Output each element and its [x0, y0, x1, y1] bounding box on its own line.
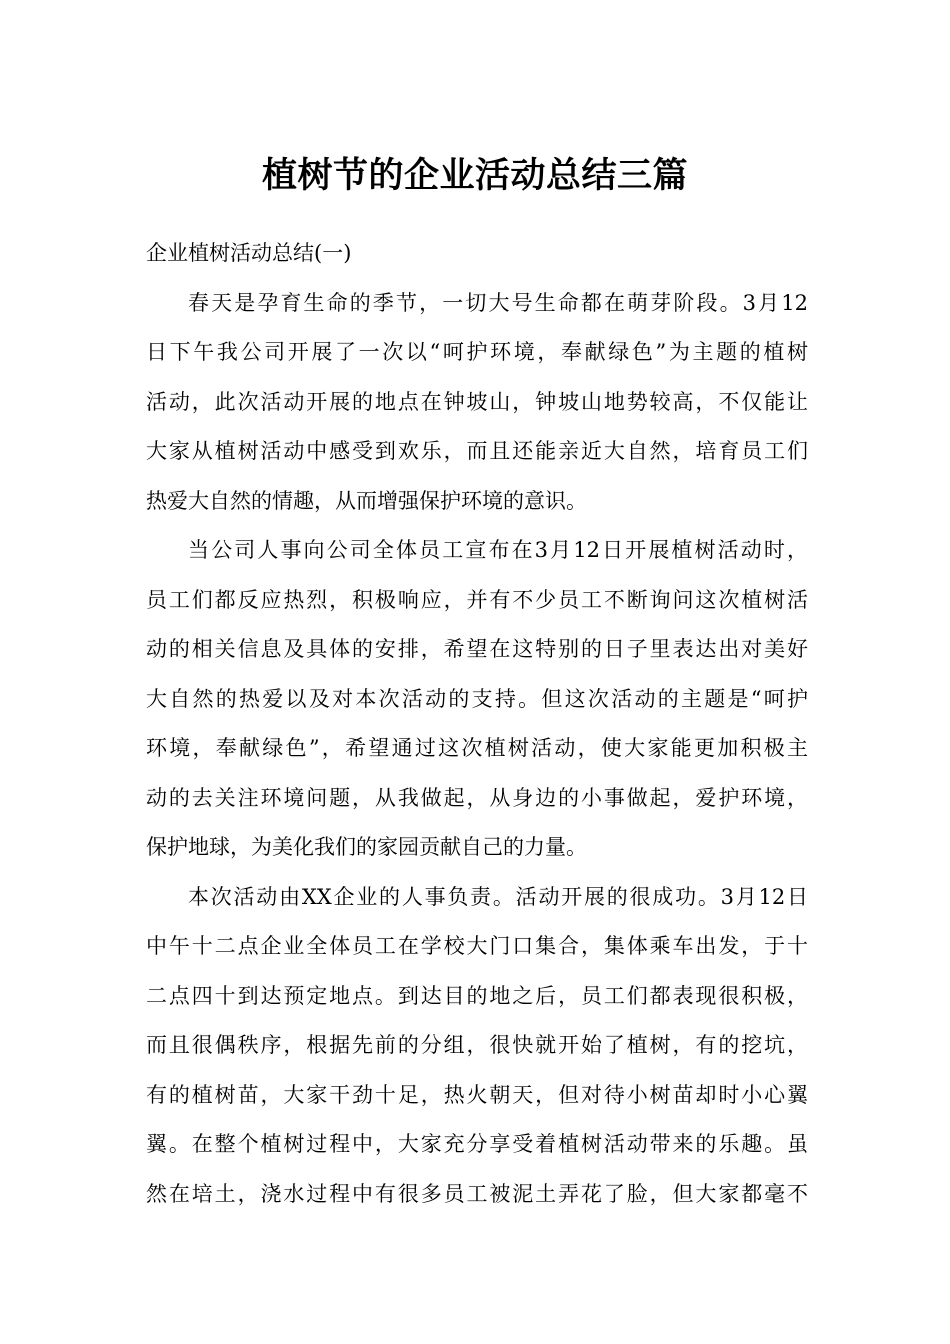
- text-line: 动的相关信息及具体的安排，希望在这特别的日子里表达出对美好: [146, 637, 808, 661]
- text-line: 二点四十到达预定地点。到达目的地之后，员工们都表现很积极，: [146, 983, 808, 1008]
- paragraph-3: [146, 873, 808, 1220]
- paragraph-2: [146, 526, 808, 873]
- document-body: [146, 229, 808, 1219]
- text-line: 环境，奉献绿色”，希望通过这次植树活动，使大家能更加积极主: [146, 736, 808, 760]
- text-line: 中午十二点企业全体员工在学校大门口集合，集体乘车出发，于十: [146, 934, 808, 958]
- text-line: 有的植树苗，大家干劲十足，热火朝天，但对待小树苗却时小心翼: [146, 1082, 808, 1107]
- text-line: 热爱大自然的情趣，从而增强保护环境的意识。: [146, 488, 587, 513]
- text-line: 春天是孕育生命的季节，一切大号生命都在萌芽阶段。3月12: [188, 290, 808, 315]
- text-line: 活动，此次活动开展的地点在钟坡山，钟坡山地势较高，不仅能让: [146, 389, 808, 414]
- paragraph-1: [146, 279, 808, 527]
- text-line: 动的去关注环境问题，从我做起，从身边的小事做起，爱护环境，: [146, 785, 808, 810]
- text-line: 而且很偶秩序，根据先前的分组，很快就开始了植树，有的挖坑，: [146, 1033, 808, 1057]
- section-heading: 企业植树活动总结(一): [146, 241, 352, 265]
- text-line: 然在培土，浇水过程中有很多员工被泥土弄花了脸，但大家都毫不: [146, 1181, 808, 1206]
- text-line: 翼。在整个植树过程中，大家充分享受着植树活动带来的乐趣。虽: [146, 1132, 808, 1156]
- text-line: 当公司人事向公司全体员工宣布在3月12日开展植树活动时，: [188, 538, 808, 562]
- text-line: 员工们都反应热烈，积极响应，并有不少员工不断询问这次植树活: [146, 587, 808, 612]
- document-title: 植树节的企业活动总结三篇: [261, 156, 688, 197]
- text-line: 大家从植树活动中感受到欢乐，而且还能亲近大自然，培育员工们: [146, 439, 808, 463]
- text-line: 日下午我公司开展了一次以“呵护环境，奉献绿色”为主题的植树: [146, 340, 808, 364]
- text-line: 本次活动由XX企业的人事负责。活动开展的很成功。3月12日: [188, 884, 808, 909]
- text-line: 保护地球，为美化我们的家园贡献自己的力量。: [146, 835, 587, 859]
- text-line: 大自然的热爱以及对本次活动的支持。但这次活动的主题是“呵护: [146, 686, 808, 711]
